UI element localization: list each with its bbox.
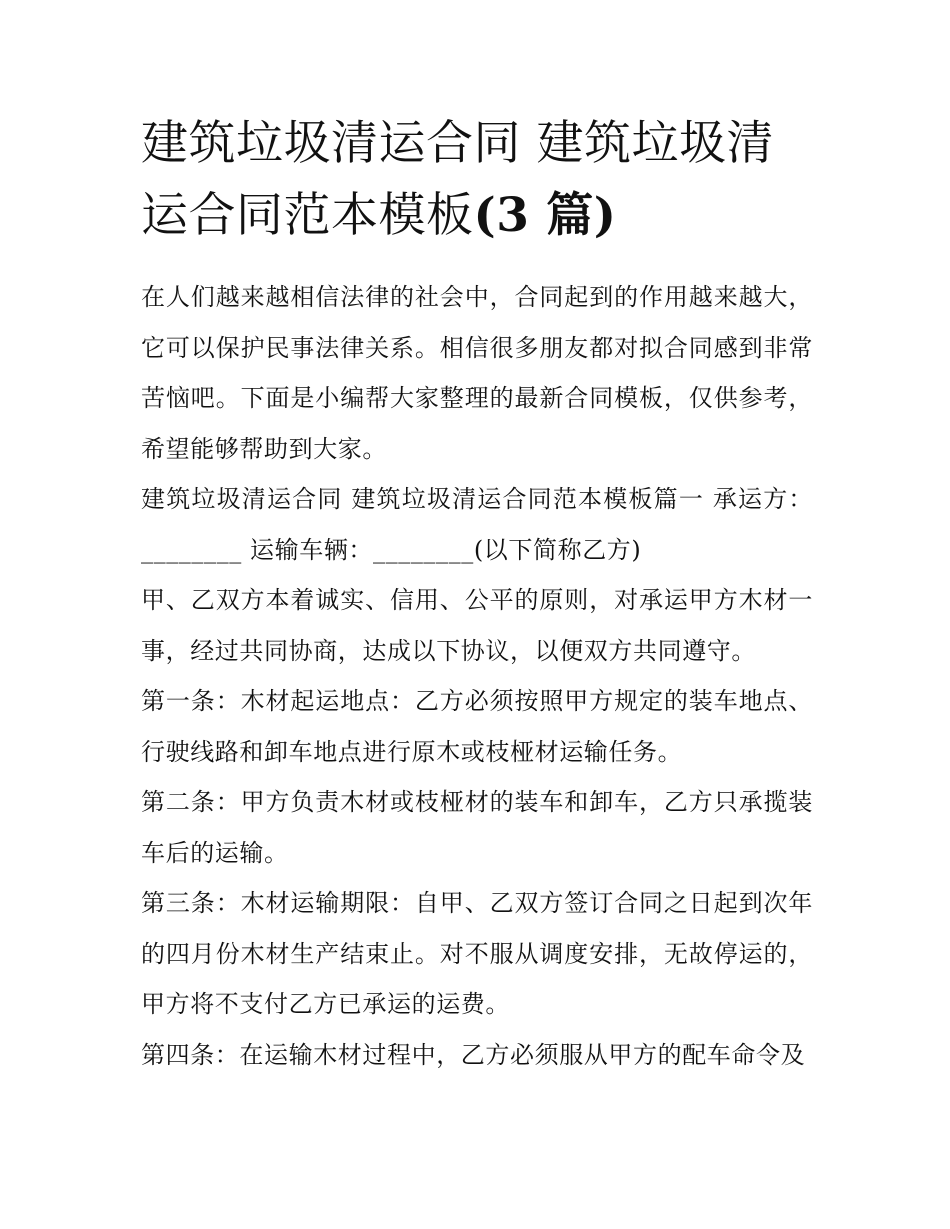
article-four-paragraph: 第四条：在运输木材过程中，乙方必须服从甲方的配车命令及: [141, 1040, 806, 1069]
article-one-paragraph: 第一条：木材起运地点：乙方必须按照甲方规定的装车地点、行驶线路和卸车地点进行原木或枝桠材运输任务。: [141, 687, 813, 766]
preamble-paragraph: 甲、乙双方本着诚实、信用、公平的原则，对承运甲方木材一事，经过共同协商，达成以下协议，以便双方共同遵守。: [141, 586, 813, 665]
intro-paragraph: 在人们越来越相信法律的社会中，合同起到的作用越来越大，它可以保护民事法律关系。相信很多朋友都对拟合同感到非常苦恼吧。下面是小编帮大家整理的最新合同模板，仅供参考，希望能够帮助到大家。: [141, 283, 813, 463]
contract-heading-paragraph: 建筑垃圾清运合同 建筑垃圾清运合同范本模板篇一 承运方：________ 运输车辆：________(以下简称乙方): [141, 485, 813, 564]
title-count-text: (3 篇): [473, 188, 617, 243]
article-three-paragraph: 第三条：木材运输期限：自甲、乙双方签订合同之日起到次年的四月份木材生产结束止。对不服从调度安排，无故停运的，甲方将不支付乙方已承运的运费。: [141, 889, 813, 1018]
title-main-text: 建筑垃圾清运合同 建筑垃圾清运合同范本模板: [141, 116, 774, 243]
article-two-paragraph: 第二条：甲方负责木材或枝桠材的装车和卸车，乙方只承揽装车后的运输。: [141, 788, 813, 867]
document-body: [141, 108, 813, 1080]
document-title: [141, 108, 813, 252]
